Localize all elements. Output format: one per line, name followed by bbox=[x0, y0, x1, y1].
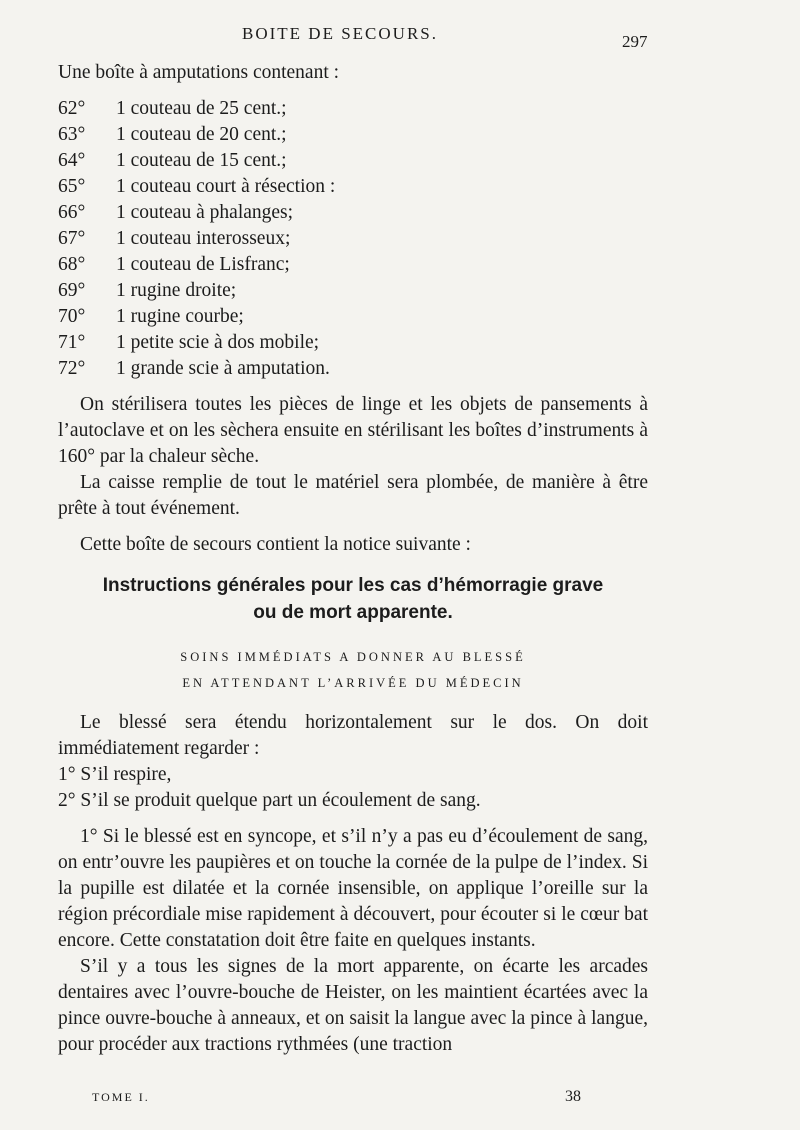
item-text: 1 couteau de 15 cent.; bbox=[116, 150, 287, 171]
paragraph-syncope: 1° Si le blessé est en syncope, et s’il n’y a pas eu d’écoulement de sang, on entr’ouvre les paupières et on touche la cornée de la pulpe de l’index. Si la pupille est dilatée et la cornée insensible, on applique l’oreille sur la région précordiale mise rapidement à découvert, pour écouter si le cœur bat encore. Cette constatation doit être faite en quelques instants. bbox=[58, 826, 648, 951]
subheading-line-1: SOINS IMMÉDIATS A DONNER AU BLESSÉ bbox=[180, 650, 526, 664]
item-text: 1 couteau court à résection : bbox=[116, 176, 336, 197]
check-item-1: 1° S’il respire, bbox=[58, 764, 172, 785]
list-item bbox=[58, 96, 648, 122]
check-item-2: 2° S’il se produit quelque part un écoulement de sang. bbox=[58, 790, 481, 811]
footer-volume: TOME I. bbox=[92, 1090, 150, 1104]
item-number: 72° bbox=[58, 358, 86, 379]
item-text: 1 couteau interosseux; bbox=[116, 228, 291, 249]
list-item bbox=[58, 278, 648, 304]
item-number: 70° bbox=[58, 306, 86, 327]
section-subheading bbox=[58, 644, 648, 696]
paragraph-position: Le blessé sera étendu horizontalement sur le dos. On doit immédiatement regarder : bbox=[58, 712, 648, 759]
list-item bbox=[58, 148, 648, 174]
footer-signature: 38 bbox=[565, 1088, 581, 1105]
list-item bbox=[58, 330, 648, 356]
item-text: 1 petite scie à dos mobile; bbox=[116, 332, 320, 353]
item-number: 67° bbox=[58, 228, 86, 249]
page-number: 297 bbox=[622, 32, 648, 51]
heading-line-1: Instructions générales pour les cas d’hémorragie grave bbox=[102, 575, 604, 596]
item-number: 64° bbox=[58, 150, 86, 171]
item-text: 1 grande scie à amputation. bbox=[116, 358, 330, 379]
intro-line: Une boîte à amputations contenant : bbox=[58, 62, 340, 83]
list-item bbox=[58, 122, 648, 148]
paragraph-caisse: La caisse remplie de tout le matériel sera plombée, de manière à être prête à tout événement. bbox=[58, 472, 648, 519]
item-number: 66° bbox=[58, 202, 86, 223]
item-text: 1 rugine courbe; bbox=[116, 306, 244, 327]
paragraph-notice: Cette boîte de secours contient la notice suivante : bbox=[80, 534, 471, 555]
item-number: 62° bbox=[58, 98, 86, 119]
item-text: 1 couteau de 20 cent.; bbox=[116, 124, 287, 145]
item-text: 1 rugine droite; bbox=[116, 280, 237, 301]
list-item bbox=[58, 356, 648, 382]
item-number: 69° bbox=[58, 280, 86, 301]
list-item bbox=[58, 174, 648, 200]
paragraph-sterilisation: On stérilisera toutes les pièces de linge et les objets de pansements à l’autoclave et on les sèchera ensuite en stérilisant les boîtes d’instruments à 160° par la chaleur sèche. bbox=[58, 394, 648, 467]
body-text bbox=[58, 60, 648, 1058]
item-text: 1 couteau de 25 cent.; bbox=[116, 98, 287, 119]
item-number: 63° bbox=[58, 124, 86, 145]
item-text: 1 couteau à phalanges; bbox=[116, 202, 294, 223]
list-item bbox=[58, 252, 648, 278]
list-item bbox=[58, 200, 648, 226]
list-item bbox=[58, 304, 648, 330]
item-number: 65° bbox=[58, 176, 86, 197]
item-text: 1 couteau de Lisfranc; bbox=[116, 254, 290, 275]
heading-line-2: ou de mort apparente. bbox=[253, 602, 453, 623]
section-heading bbox=[58, 572, 648, 626]
item-number: 68° bbox=[58, 254, 86, 275]
paragraph-mort-apparente: S’il y a tous les signes de la mort apparente, on écarte les arcades dentaires avec l’ouvre-bouche de Heister, on les maintient écartées avec la pince ouvre-bouche à anneaux, et on saisit la langue avec la pince à langue, pour procéder aux tractions rythmées (une traction bbox=[58, 956, 648, 1055]
running-head: BOITE DE SECOURS. bbox=[242, 24, 438, 43]
subheading-line-2: EN ATTENDANT L’ARRIVÉE DU MÉDECIN bbox=[182, 676, 524, 690]
list-item bbox=[58, 226, 648, 252]
instrument-list bbox=[58, 96, 648, 382]
item-number: 71° bbox=[58, 332, 86, 353]
